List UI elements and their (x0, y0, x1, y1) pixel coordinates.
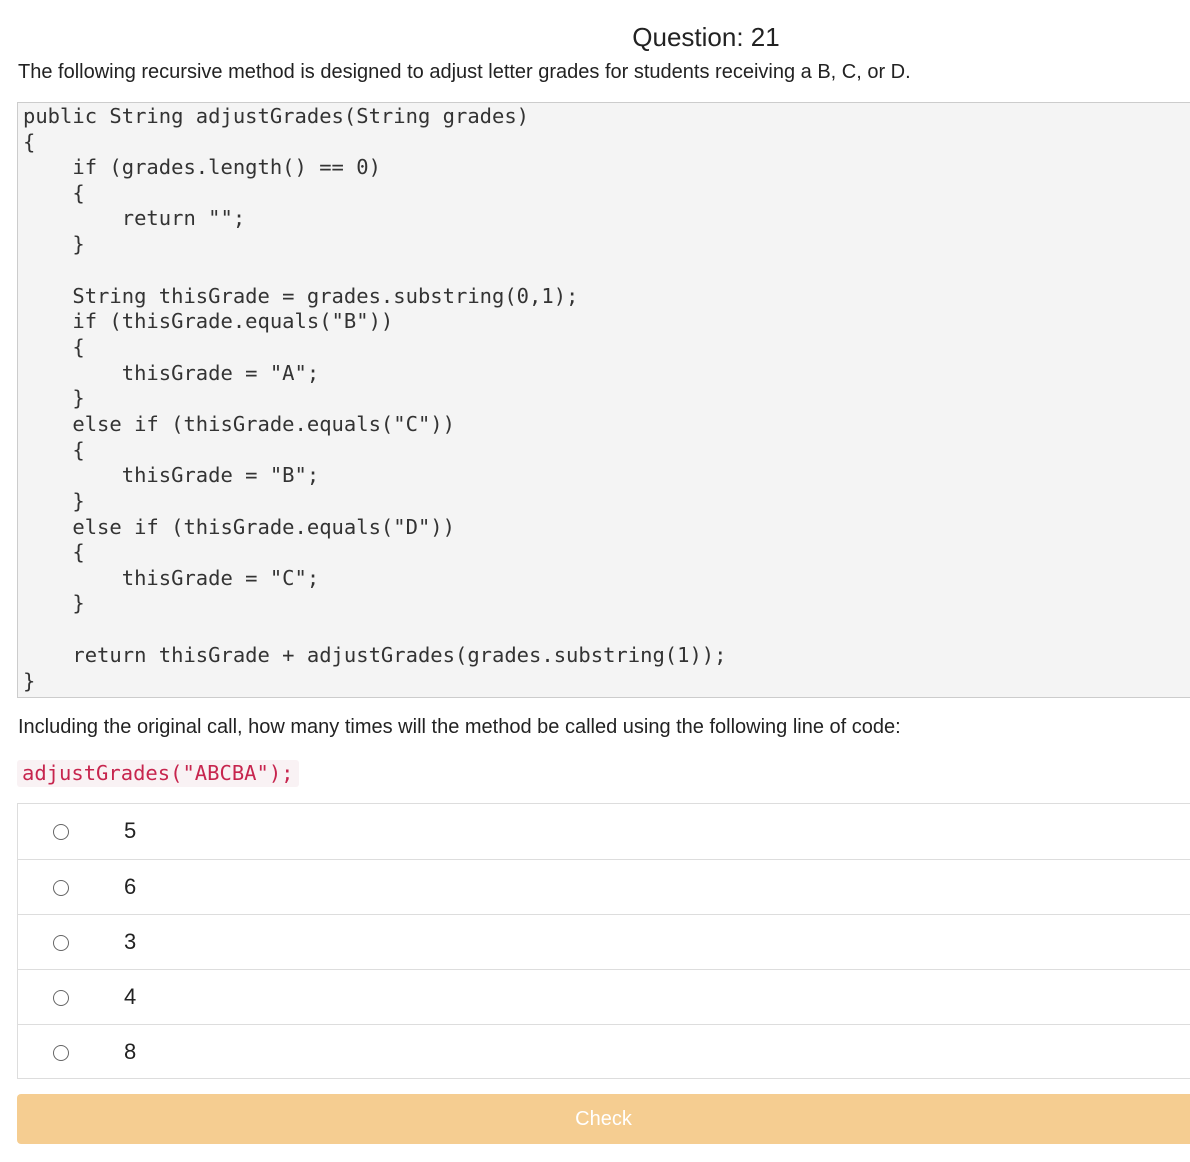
code-line: } (23, 386, 85, 410)
code-line: { (23, 181, 85, 205)
answer-options (17, 803, 1190, 1079)
code-line: if (thisGrade.equals("B")) (23, 309, 394, 333)
question-prompt: Including the original call, how many times will the method be called using the following line of code: (18, 716, 901, 738)
radio-button[interactable] (53, 990, 69, 1006)
answer-option[interactable] (18, 914, 1190, 969)
code-line: thisGrade = "B"; (23, 463, 320, 487)
answer-option-label: 5 (124, 818, 137, 843)
code-line: } (23, 232, 85, 256)
radio-button[interactable] (53, 880, 69, 896)
answer-option[interactable] (18, 804, 1190, 859)
answer-option[interactable] (18, 859, 1190, 914)
code-line: return thisGrade + adjustGrades(grades.substring(1)); (23, 643, 727, 667)
code-line: { (23, 540, 85, 564)
code-line: String thisGrade = grades.substring(0,1); (23, 284, 579, 308)
answer-option-label: 6 (124, 874, 137, 899)
check-button[interactable]: Check (17, 1094, 1190, 1144)
radio-button[interactable] (53, 824, 69, 840)
code-line: return ""; (23, 206, 246, 230)
code-snippet: adjustGrades("ABCBA"); (17, 760, 299, 787)
code-line: else if (thisGrade.equals("D")) (23, 515, 455, 539)
code-line: } (23, 669, 36, 693)
radio-button[interactable] (53, 1045, 69, 1061)
answer-option[interactable] (18, 969, 1190, 1024)
answer-option[interactable] (18, 1024, 1190, 1079)
code-line: } (23, 489, 85, 513)
code-line: else if (thisGrade.equals("C")) (23, 412, 455, 436)
answer-option-label: 3 (124, 929, 137, 954)
code-line: { (23, 335, 85, 359)
answer-option-label: 4 (124, 984, 137, 1009)
code-line: thisGrade = "A"; (23, 361, 320, 385)
code-line: if (grades.length() == 0) (23, 155, 381, 179)
code-line: { (23, 130, 36, 154)
code-block (17, 102, 1190, 698)
code-line: thisGrade = "C"; (23, 566, 320, 590)
code-line: public String adjustGrades(String grades) (23, 104, 530, 128)
question-intro: The following recursive method is designed to adjust letter grades for students receiving a B, C, or D. (18, 61, 911, 83)
code-line: { (23, 438, 85, 462)
question-title: Question: 21 (632, 22, 780, 52)
code-line: } (23, 591, 85, 615)
radio-button[interactable] (53, 935, 69, 951)
answer-option-label: 8 (124, 1039, 137, 1064)
